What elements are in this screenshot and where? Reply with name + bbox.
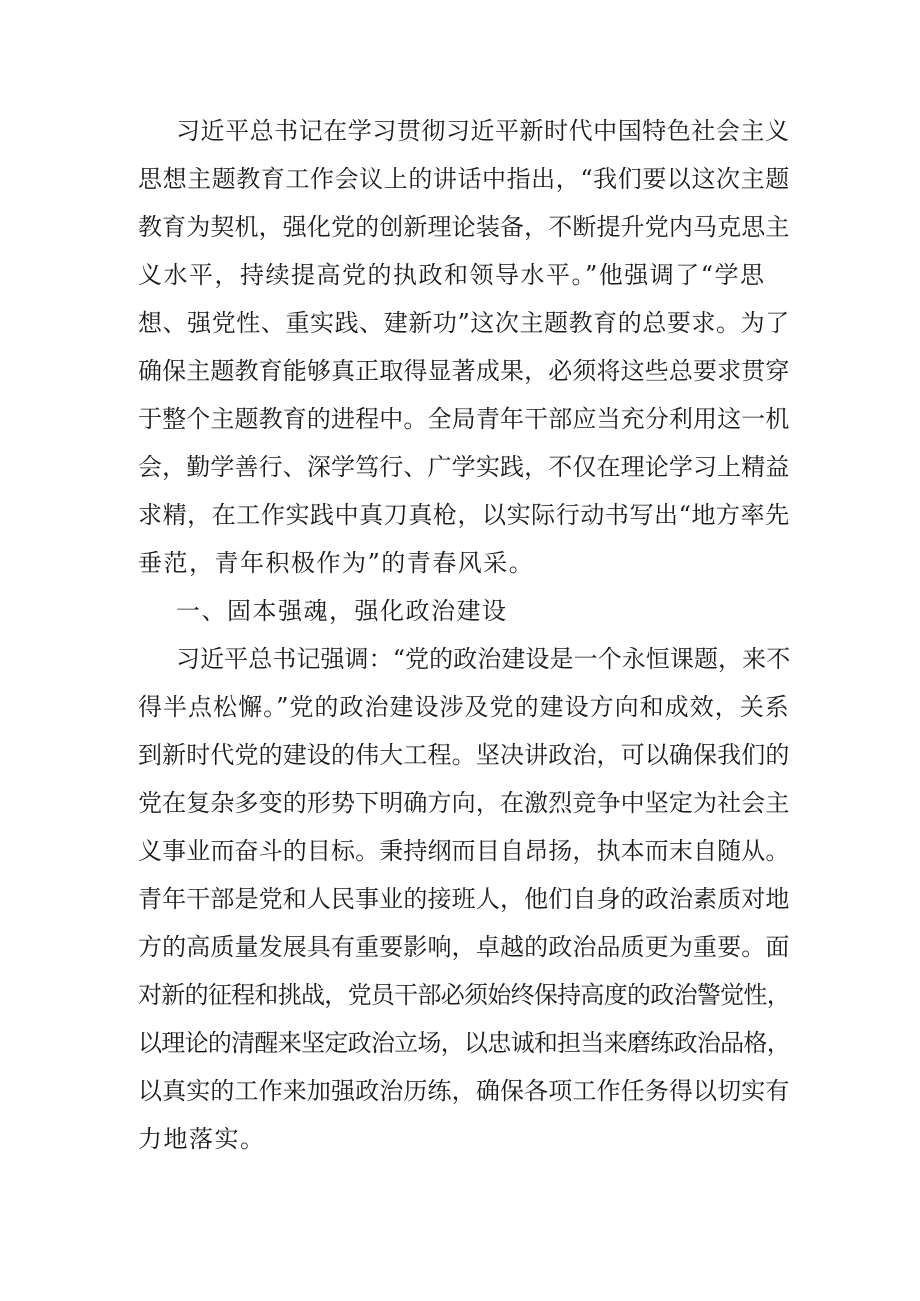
paragraph-2-line-3: 到新时代党的建设的伟大工程。坚决讲政治，可以确保我们的	[138, 741, 790, 769]
paragraph-1-line-2: 思想主题教育工作会议上的讲话中指出，“我们要以这次主题	[138, 165, 790, 193]
section-heading: 一、固本强魂，强化政治建设	[176, 597, 508, 625]
paragraph-1-line-7: 于整个主题教育的进程中。全局青年干部应当充分利用这一机	[138, 405, 790, 433]
paragraph-1-line-3: 教育为契机，强化党的创新理论装备，不断提升党内马克思主	[138, 213, 790, 241]
paragraph-2-line-1: 习近平总书记强调：“党的政治建设是一个永恒课题，来不	[176, 645, 791, 673]
paragraph-2-line-6: 青年干部是党和人民事业的接班人，他们自身的政治素质对地	[138, 885, 790, 913]
paragraph-2-line-11: 力地落实。	[138, 1125, 266, 1153]
paragraph-2-line-7: 方的高质量发展具有重要影响，卓越的政治品质更为重要。面	[138, 933, 790, 961]
paragraph-1-line-10: 垂范，青年积极作为”的青春风采。	[138, 549, 535, 577]
paragraph-1-line-6: 确保主题教育能够真正取得显著成果，必须将这些总要求贯穿	[138, 357, 790, 385]
paragraph-1-line-5: 想、强党性、重实践、建新功”这次主题教育的总要求。为了	[138, 309, 790, 337]
paragraph-2-line-2: 得半点松懈。”党的政治建设涉及党的建设方向和成效，关系	[138, 693, 790, 721]
paragraph-2-line-4: 党在复杂多变的形势下明确方向，在激烈竞争中坚定为社会主	[138, 789, 790, 817]
paragraph-1-line-1: 习近平总书记在学习贯彻习近平新时代中国特色社会主义	[176, 117, 790, 145]
paragraph-2-line-9: 以理论的清醒来坚定政治立场，以忠诚和担当来磨练政治品格，	[138, 1029, 790, 1057]
paragraph-2-line-10: 以真实的工作来加强政治历练，确保各项工作任务得以切实有	[138, 1077, 790, 1105]
paragraph-2-line-8: 对新的征程和挑战，党员干部必须始终保持高度的政治警觉性，	[138, 981, 790, 1009]
paragraph-1-line-8: 会，勤学善行、深学笃行、广学实践，不仅在理论学习上精益	[138, 453, 790, 481]
paragraph-1-line-4: 义水平，持续提高党的执政和领导水平。”他强调了“学思	[138, 261, 766, 289]
paragraph-2-line-5: 义事业而奋斗的目标。秉持纲而目自昂扬，执本而末自随从。	[138, 837, 790, 865]
paragraph-1-line-9: 求精，在工作实践中真刀真枪，以实际行动书写出“地方率先	[138, 501, 790, 529]
